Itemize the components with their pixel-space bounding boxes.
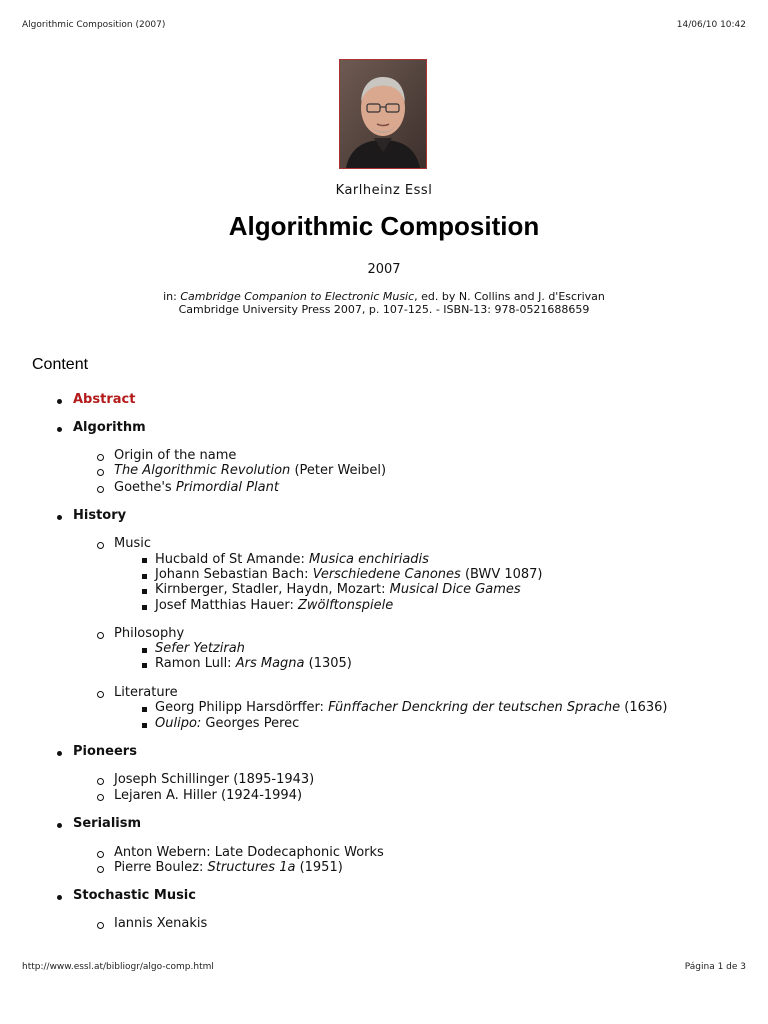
toc-item-ramon-lull[interactable] <box>155 656 352 671</box>
circle-bullet <box>97 851 104 858</box>
circle-bullet <box>97 454 104 461</box>
publication-editors: , ed. by N. Collins and J. d'Escrivan <box>414 290 605 303</box>
toc-item-prefix: Ramon Lull: <box>155 656 236 671</box>
toc-item-italic: Verschiedene Canones <box>312 567 461 582</box>
toc-item-prefix: Georg Philipp Harsdörffer: <box>155 700 329 715</box>
toc-item-harsdoerffer[interactable] <box>155 700 667 715</box>
circle-bullet <box>97 691 104 698</box>
toc-item-music[interactable]: Music <box>114 536 151 551</box>
circle-bullet <box>97 542 104 549</box>
toc-item-prefix: Goethe's <box>114 480 176 495</box>
circle-bullet <box>97 794 104 801</box>
publication-book: Cambridge Companion to Electronic Music <box>180 290 415 303</box>
toc-item-webern[interactable]: Anton Webern: Late Dodecaphonic Works <box>114 845 384 860</box>
publication-year: 2007 <box>367 262 401 277</box>
toc-item-suffix: (1636) <box>620 700 668 715</box>
disc-bullet <box>57 823 62 828</box>
square-bullet <box>142 558 147 563</box>
toc-item-italic: The Algorithmic Revolution <box>114 463 291 478</box>
toc-item-suffix: (1951) <box>295 860 343 875</box>
square-bullet <box>142 605 147 610</box>
print-footer <box>22 962 746 974</box>
disc-bullet <box>57 399 62 404</box>
publication-line-1 <box>0 290 768 303</box>
toc-item-suffix: Georges Perec <box>201 716 300 731</box>
print-datetime: 14/06/10 10:42 <box>676 20 746 30</box>
disc-bullet <box>57 515 62 520</box>
toc-item-philosophy[interactable]: Philosophy <box>114 626 185 641</box>
toc-item-italic: Oulipo: <box>155 716 202 731</box>
toc-item-schillinger[interactable]: Joseph Schillinger (1895-1943) <box>114 772 315 787</box>
print-header <box>22 20 746 32</box>
square-bullet <box>142 589 147 594</box>
toc-item-xenakis[interactable]: Iannis Xenakis <box>114 916 208 931</box>
disc-bullet <box>57 751 62 756</box>
toc-item-suffix: (1305) <box>304 656 352 671</box>
toc-item-hauer[interactable] <box>155 598 393 613</box>
square-bullet <box>142 663 147 668</box>
toc-item-pioneers[interactable]: Pioneers <box>73 744 137 759</box>
toc-item-oulipo[interactable] <box>155 716 299 731</box>
toc-item-serialism[interactable]: Serialism <box>73 816 142 831</box>
toc-item-hucbald[interactable] <box>155 552 429 567</box>
circle-bullet <box>97 866 104 873</box>
toc-item-primordial-plant[interactable] <box>114 480 279 495</box>
toc-item-prefix: Josef Matthias Hauer: <box>155 598 298 613</box>
toc-item-prefix: Pierre Boulez: <box>114 860 208 875</box>
toc-item-algorithm[interactable]: Algorithm <box>73 420 146 435</box>
toc-item-italic: Musica enchiriadis <box>309 552 429 567</box>
toc-item-bach[interactable] <box>155 567 543 582</box>
circle-bullet <box>97 922 104 929</box>
toc-item-algorithmic-revolution[interactable] <box>114 463 386 478</box>
toc-item-sefer-yetzirah[interactable] <box>155 641 245 656</box>
toc-item-italic: Sefer Yetzirah <box>155 641 245 656</box>
page-title: Algorithmic Composition <box>228 211 540 241</box>
circle-bullet <box>97 778 104 785</box>
square-bullet <box>142 707 147 712</box>
publication-prefix: in: <box>163 290 181 303</box>
toc-item-prefix: Kirnberger, Stadler, Haydn, Mozart: <box>155 582 390 597</box>
content-heading: Content <box>32 356 89 373</box>
square-bullet <box>142 574 147 579</box>
author-portrait <box>339 59 427 169</box>
toc-item-history[interactable]: History <box>73 508 127 523</box>
circle-bullet <box>97 486 104 493</box>
toc-item-suffix: (BWV 1087) <box>460 567 543 582</box>
square-bullet <box>142 723 147 728</box>
toc-item-italic: Fünffacher Denckring der teutschen Sprache <box>328 700 621 715</box>
document-title: Algorithmic Composition (2007) <box>22 20 166 30</box>
toc-item-abstract[interactable]: Abstract <box>73 392 136 407</box>
toc-item-origin-of-the-name[interactable]: Origin of the name <box>114 448 237 463</box>
page-number: Página 1 de 3 <box>684 962 746 972</box>
publication-line-2: Cambridge University Press 2007, p. 107-125. - ISBN-13: 978-0521688659 <box>178 303 590 316</box>
toc-item-stochastic-music[interactable]: Stochastic Music <box>73 888 196 903</box>
publication-info <box>0 290 768 316</box>
toc-item-italic: Structures 1a <box>207 860 296 875</box>
toc-item-boulez[interactable] <box>114 860 343 875</box>
toc-item-italic: Musical Dice Games <box>389 582 521 597</box>
toc-item-prefix: Hucbald of St Amande: <box>155 552 310 567</box>
page-url: http://www.essl.at/bibliogr/algo-comp.html <box>22 962 214 972</box>
toc-item-hiller[interactable]: Lejaren A. Hiller (1924-1994) <box>114 788 303 803</box>
square-bullet <box>142 648 147 653</box>
circle-bullet <box>97 632 104 639</box>
author-name: Karlheinz Essl <box>335 183 433 198</box>
disc-bullet <box>57 895 62 900</box>
toc-item-italic: Primordial Plant <box>175 480 279 495</box>
disc-bullet <box>57 427 62 432</box>
toc-item-suffix: (Peter Weibel) <box>290 463 387 478</box>
toc-item-prefix: Johann Sebastian Bach: <box>155 567 313 582</box>
toc-item-literature[interactable]: Literature <box>114 685 178 700</box>
circle-bullet <box>97 469 104 476</box>
toc-item-italic: Zwölftonspiele <box>297 598 394 613</box>
toc-item-dice-games[interactable] <box>155 582 521 597</box>
toc-item-italic: Ars Magna <box>235 656 305 671</box>
